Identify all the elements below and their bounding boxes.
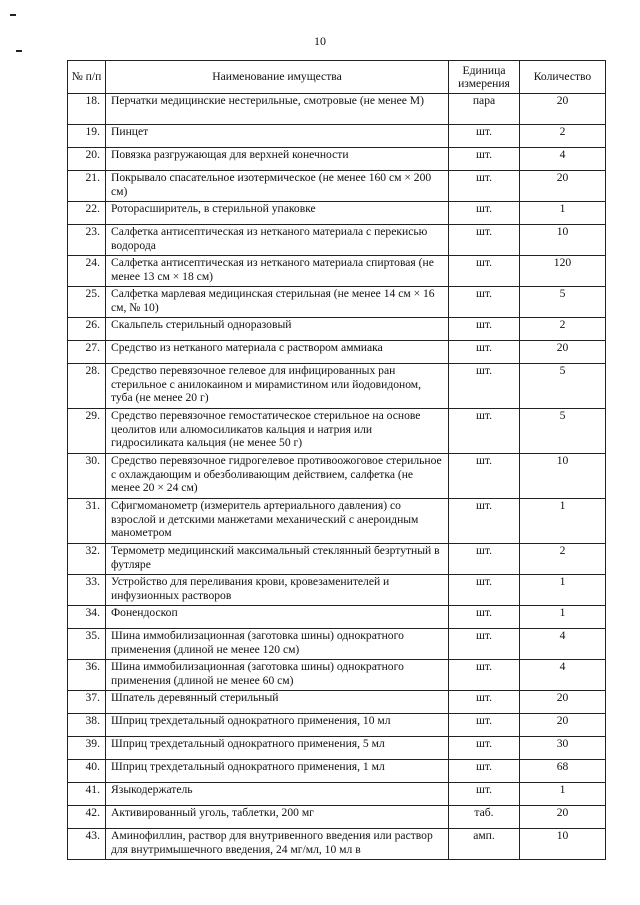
item-quantity: 2 — [520, 318, 606, 341]
row-number: 21. — [68, 171, 106, 202]
item-unit: шт. — [449, 714, 520, 737]
table-row — [68, 606, 606, 629]
table-row — [68, 256, 606, 287]
scan-mark — [10, 14, 16, 16]
row-number: 33. — [68, 575, 106, 606]
table-row — [68, 575, 606, 606]
item-quantity: 20 — [520, 691, 606, 714]
table-row — [68, 783, 606, 806]
item-unit: шт. — [449, 148, 520, 171]
item-name: Устройство для переливания крови, кровезаменителей и инфузионных растворов — [106, 575, 449, 606]
item-name: Шприц трехдетальный однократного применения, 10 мл — [106, 714, 449, 737]
item-name: Шина иммобилизационная (заготовка шины) однократного применения (длиной не менее 120 см) — [106, 629, 449, 660]
header-unit: Единица измерения — [449, 61, 520, 94]
page-number: 10 — [314, 34, 326, 48]
row-number: 34. — [68, 606, 106, 629]
row-number: 41. — [68, 783, 106, 806]
table-row — [68, 660, 606, 691]
item-quantity: 5 — [520, 287, 606, 318]
item-name: Скальпель стерильный одноразовый — [106, 318, 449, 341]
row-number: 38. — [68, 714, 106, 737]
row-number: 24. — [68, 256, 106, 287]
item-name: Фонендоскоп — [106, 606, 449, 629]
item-quantity: 20 — [520, 94, 606, 125]
item-quantity: 1 — [520, 606, 606, 629]
item-unit: шт. — [449, 737, 520, 760]
table-row — [68, 544, 606, 575]
row-number: 27. — [68, 341, 106, 364]
row-number: 31. — [68, 499, 106, 544]
item-unit: шт. — [449, 125, 520, 148]
table-row — [68, 691, 606, 714]
table-row — [68, 125, 606, 148]
row-number: 22. — [68, 202, 106, 225]
item-unit: шт. — [449, 202, 520, 225]
table-row — [68, 318, 606, 341]
header-name: Наименование имущества — [106, 61, 449, 94]
table-row — [68, 94, 606, 125]
table-row — [68, 409, 606, 454]
item-quantity: 1 — [520, 499, 606, 544]
item-name: Роторасширитель, в стерильной упаковке — [106, 202, 449, 225]
item-name: Сфигмоманометр (измеритель артериального давления) со взрослой и детскими манжетами механический с анероидным манометром — [106, 499, 449, 544]
item-name: Шина иммобилизационная (заготовка шины) однократного применения (длиной не менее 60 см) — [106, 660, 449, 691]
item-unit: шт. — [449, 171, 520, 202]
item-name: Шприц трехдетальный однократного применения, 5 мл — [106, 737, 449, 760]
row-number: 42. — [68, 806, 106, 829]
item-quantity: 5 — [520, 364, 606, 409]
row-number: 36. — [68, 660, 106, 691]
item-name: Шпатель деревянный стерильный — [106, 691, 449, 714]
table-row — [68, 806, 606, 829]
item-unit: шт. — [449, 287, 520, 318]
item-quantity: 1 — [520, 783, 606, 806]
row-number: 43. — [68, 829, 106, 860]
row-number: 35. — [68, 629, 106, 660]
table-header-row — [68, 61, 606, 94]
table-row — [68, 454, 606, 499]
item-quantity: 5 — [520, 409, 606, 454]
table-row — [68, 760, 606, 783]
row-number: 32. — [68, 544, 106, 575]
table-row — [68, 714, 606, 737]
table-row — [68, 829, 606, 860]
item-quantity: 20 — [520, 341, 606, 364]
header-num: № п/п — [68, 61, 106, 94]
item-name: Средство из нетканого материала с раствором аммиака — [106, 341, 449, 364]
table-row — [68, 287, 606, 318]
item-quantity: 20 — [520, 714, 606, 737]
item-name: Повязка разгружающая для верхней конечности — [106, 148, 449, 171]
item-quantity: 120 — [520, 256, 606, 287]
item-quantity: 2 — [520, 544, 606, 575]
item-quantity: 68 — [520, 760, 606, 783]
row-number: 30. — [68, 454, 106, 499]
item-unit: таб. — [449, 806, 520, 829]
item-unit: пара — [449, 94, 520, 125]
item-name: Средство перевязочное гелевое для инфицированных ран стерильное с анилокаином и мирамистином или йодовидоном, туба (не менее 20 г) — [106, 364, 449, 409]
item-unit: шт. — [449, 409, 520, 454]
item-quantity: 4 — [520, 660, 606, 691]
item-unit: шт. — [449, 606, 520, 629]
item-unit: шт. — [449, 256, 520, 287]
row-number: 18. — [68, 94, 106, 125]
item-quantity: 20 — [520, 806, 606, 829]
row-number: 39. — [68, 737, 106, 760]
item-unit: шт. — [449, 575, 520, 606]
item-name: Активированный уголь, таблетки, 200 мг — [106, 806, 449, 829]
item-name: Шприц трехдетальный однократного применения, 1 мл — [106, 760, 449, 783]
item-quantity: 1 — [520, 202, 606, 225]
item-quantity: 30 — [520, 737, 606, 760]
row-number: 23. — [68, 225, 106, 256]
item-unit: шт. — [449, 318, 520, 341]
item-name: Салфетка антисептическая из нетканого материала с перекисью водорода — [106, 225, 449, 256]
item-unit: амп. — [449, 829, 520, 860]
item-unit: шт. — [449, 499, 520, 544]
item-unit: шт. — [449, 364, 520, 409]
table-row — [68, 629, 606, 660]
item-quantity: 1 — [520, 575, 606, 606]
item-name: Салфетка антисептическая из нетканого материала спиртовая (не менее 13 см × 18 см) — [106, 256, 449, 287]
table-row — [68, 737, 606, 760]
item-unit: шт. — [449, 691, 520, 714]
item-quantity: 10 — [520, 454, 606, 499]
item-name: Средство перевязочное гемостатическое стерильное на основе цеолитов или алюмосиликатов кальция и натрия или гидросиликата кальция (не менее 50 г) — [106, 409, 449, 454]
table-row — [68, 499, 606, 544]
item-unit: шт. — [449, 454, 520, 499]
table-row — [68, 171, 606, 202]
item-unit: шт. — [449, 660, 520, 691]
row-number: 26. — [68, 318, 106, 341]
item-quantity: 10 — [520, 829, 606, 860]
item-unit: шт. — [449, 760, 520, 783]
table-row — [68, 341, 606, 364]
item-quantity: 10 — [520, 225, 606, 256]
item-name: Термометр медицинский максимальный стеклянный безртутный в футляре — [106, 544, 449, 575]
table-row — [68, 225, 606, 256]
row-number: 25. — [68, 287, 106, 318]
item-quantity: 2 — [520, 125, 606, 148]
item-name: Аминофиллин, раствор для внутривенного введения или раствор для внутримышечного введения, 24 мг/мл, 10 мл в — [106, 829, 449, 860]
table-row — [68, 364, 606, 409]
item-unit: шт. — [449, 783, 520, 806]
item-name: Пинцет — [106, 125, 449, 148]
item-quantity: 20 — [520, 171, 606, 202]
item-unit: шт. — [449, 544, 520, 575]
item-name: Языкодержатель — [106, 783, 449, 806]
item-name: Покрывало спасательное изотермическое (не менее 160 см × 200 см) — [106, 171, 449, 202]
row-number: 29. — [68, 409, 106, 454]
row-number: 19. — [68, 125, 106, 148]
item-unit: шт. — [449, 629, 520, 660]
inventory-table — [67, 60, 606, 860]
row-number: 40. — [68, 760, 106, 783]
item-unit: шт. — [449, 225, 520, 256]
row-number: 37. — [68, 691, 106, 714]
item-unit: шт. — [449, 341, 520, 364]
scan-mark — [16, 50, 22, 52]
header-qty: Количество — [520, 61, 606, 94]
row-number: 20. — [68, 148, 106, 171]
item-name: Перчатки медицинские нестерильные, смотровые (не менее М) — [106, 94, 449, 125]
table-body — [68, 94, 606, 860]
item-name: Средство перевязочное гидрогелевое противоожоговое стерильное с охлаждающим и обезболивающим действием, салфетка (не менее 20 × 24 см) — [106, 454, 449, 499]
item-quantity: 4 — [520, 148, 606, 171]
row-number: 28. — [68, 364, 106, 409]
item-name: Салфетка марлевая медицинская стерильная (не менее 14 см × 16 см, № 10) — [106, 287, 449, 318]
table-row — [68, 202, 606, 225]
table-row — [68, 148, 606, 171]
item-quantity: 4 — [520, 629, 606, 660]
